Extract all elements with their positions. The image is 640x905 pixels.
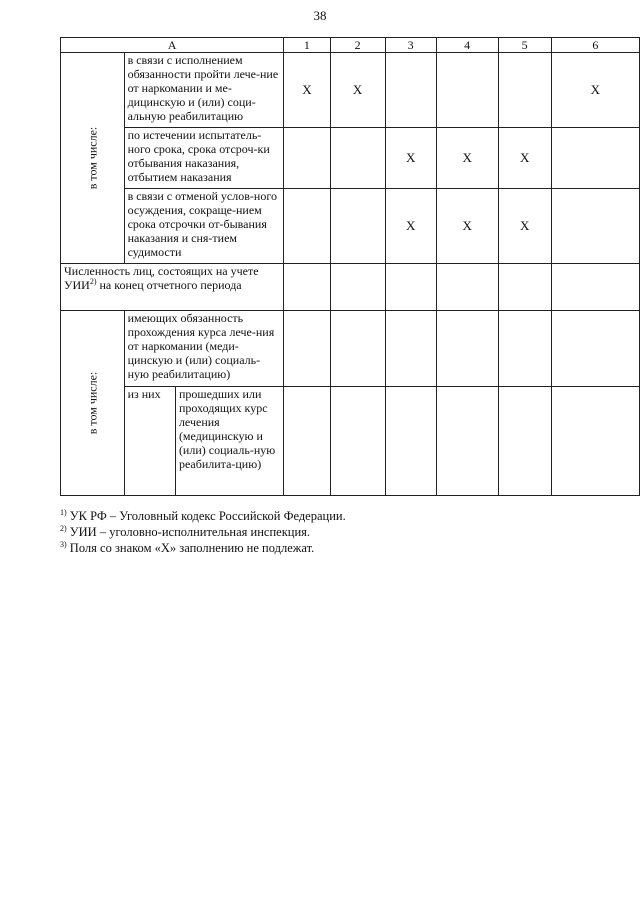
empty-cell[interactable] [385, 311, 436, 387]
footnote-mark: 2) [60, 523, 67, 533]
header-col-a: А [61, 38, 284, 53]
header-row [61, 38, 640, 53]
empty-cell[interactable] [498, 387, 551, 496]
empty-cell[interactable] [551, 387, 639, 496]
empty-cell[interactable] [385, 387, 436, 496]
row-label-part: на конец отчетного периода [96, 278, 242, 292]
empty-cell[interactable] [436, 264, 498, 311]
x-mark: X [436, 189, 498, 264]
table-row [61, 311, 640, 387]
empty-cell[interactable] [436, 311, 498, 387]
row-label-part: Численность лиц, состоящих на учете УИИ [64, 264, 259, 292]
x-mark: X [436, 128, 498, 189]
x-mark: X [551, 53, 639, 128]
footnote-ref: 2) [89, 277, 97, 286]
empty-cell[interactable] [436, 387, 498, 496]
empty-cell[interactable] [284, 264, 330, 311]
empty-cell[interactable] [330, 311, 385, 387]
x-mark: X [498, 189, 551, 264]
empty-cell[interactable] [284, 128, 330, 189]
table-row [61, 387, 640, 496]
footnote-item [60, 508, 620, 524]
x-mark: X [330, 53, 385, 128]
empty-cell[interactable] [284, 387, 330, 496]
empty-cell[interactable] [498, 264, 551, 311]
header-col-2: 2 [330, 38, 385, 53]
empty-cell[interactable] [284, 189, 330, 264]
row-sublabel: прошедших или проходящих курс лечения (медицинскую и (или) социаль-ную реабилита-цию) [175, 387, 283, 496]
row-label: по истечении испытатель-ного срока, срока отсроч-ки отбывания наказания, отбытием наказания [124, 128, 284, 189]
x-mark: X [498, 128, 551, 189]
row-label: имеющих обязанность прохождения курса лече-ния от наркомании (меди-цинскую и (или) социаль-ную реабилитацию) [124, 311, 284, 387]
empty-cell[interactable] [330, 189, 385, 264]
empty-cell[interactable] [551, 189, 639, 264]
empty-cell[interactable] [330, 264, 385, 311]
table-row [61, 189, 640, 264]
header-col-6: 6 [551, 38, 639, 53]
group-label-cell [61, 53, 125, 264]
row-label: в связи с исполнением обязанности пройти лече-ние от наркомании и ме-дицинскую и (или) соци-альную реабилитацию [124, 53, 284, 128]
x-mark: X [284, 53, 330, 128]
empty-cell[interactable] [385, 264, 436, 311]
empty-cell[interactable] [498, 53, 551, 128]
empty-cell[interactable] [498, 311, 551, 387]
group-label: в том числе: [85, 126, 100, 190]
footnote-text: УИИ – уголовно-исполнительная инспекция. [66, 525, 311, 539]
x-mark: X [385, 189, 436, 264]
footnote-item [60, 524, 620, 540]
empty-cell[interactable] [330, 128, 385, 189]
header-col-4: 4 [436, 38, 498, 53]
page-number: 38 [313, 8, 327, 23]
row-label [61, 264, 284, 311]
table-row [61, 264, 640, 311]
footnote-text: Поля со знаком «Х» заполнению не подлежат. [66, 541, 315, 555]
table-row [61, 53, 640, 128]
footnote-mark: 1) [60, 507, 67, 517]
empty-cell[interactable] [551, 311, 639, 387]
group-label: в том числе: [85, 371, 100, 435]
footnote-text: УК РФ – Уголовный кодекс Российской Федерации. [66, 509, 346, 523]
x-mark: X [385, 128, 436, 189]
footnote-item [60, 540, 620, 556]
header-col-1: 1 [284, 38, 330, 53]
header-col-5: 5 [498, 38, 551, 53]
row-label: из них [124, 387, 175, 496]
header-col-3: 3 [385, 38, 436, 53]
empty-cell[interactable] [385, 53, 436, 128]
empty-cell[interactable] [551, 128, 639, 189]
empty-cell[interactable] [436, 53, 498, 128]
empty-cell[interactable] [330, 387, 385, 496]
footnotes [60, 508, 620, 556]
table-row [61, 128, 640, 189]
empty-cell[interactable] [284, 311, 330, 387]
empty-cell[interactable] [551, 264, 639, 311]
statistics-form-table [60, 37, 640, 496]
row-label: в связи с отменой услов-ного осуждения, сокраще-нием срока отсрочки от-бывания наказания и сня-тием судимости [124, 189, 284, 264]
footnote-mark: 3) [60, 539, 67, 549]
group-label-cell [61, 311, 125, 496]
